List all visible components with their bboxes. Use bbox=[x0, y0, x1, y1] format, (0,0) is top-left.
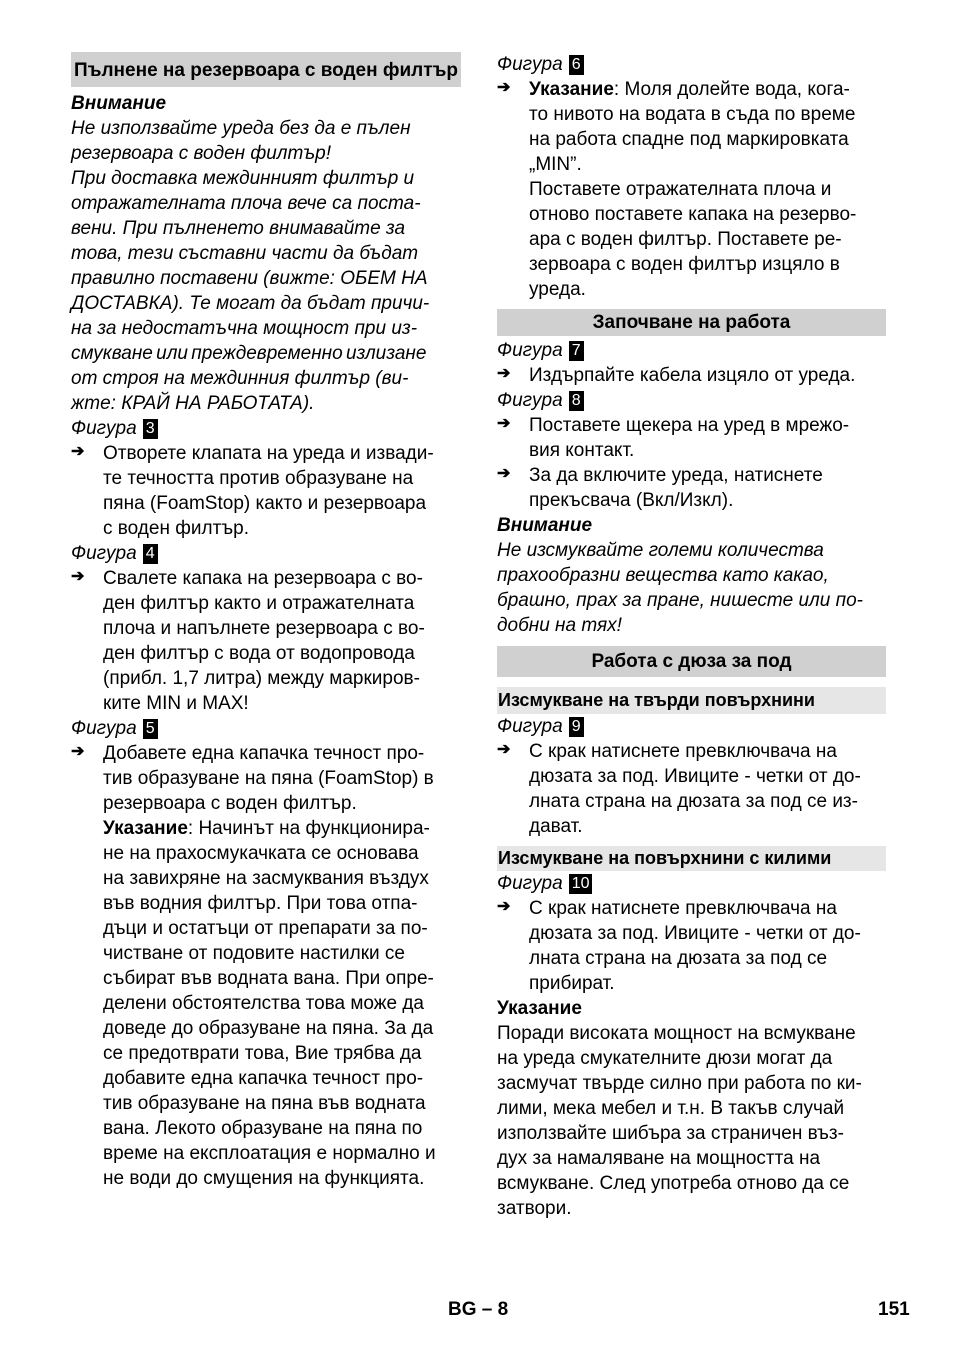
text-line: лната страна на дюзата за под се из- bbox=[529, 791, 858, 812]
attention-text bbox=[497, 538, 886, 638]
arrow-right-icon: ➔ bbox=[71, 743, 85, 760]
arrow-right-icon: ➔ bbox=[497, 365, 511, 382]
figure-label: Фигура bbox=[497, 390, 563, 411]
step-8a bbox=[497, 413, 886, 463]
arrow-right-icon: ➔ bbox=[71, 443, 85, 460]
arrow-right-icon: ➔ bbox=[497, 741, 511, 758]
heading-text: Работа с дюза за под bbox=[591, 651, 792, 672]
text-line: във водния филтър. При това отпа- bbox=[103, 893, 418, 914]
note-text bbox=[497, 1021, 886, 1221]
text-line: ара с воден филтър. Поставете ре- bbox=[529, 229, 842, 250]
text-line: прекъсвача (Вкл/Изкл). bbox=[529, 490, 734, 511]
text-line: С крак натиснете превключвача на bbox=[529, 741, 837, 762]
note-text: : Начинът на функционира- bbox=[187, 818, 430, 839]
text-line: вени. При пълненето внимавайте за bbox=[71, 218, 406, 239]
text-line: затвори. bbox=[497, 1198, 572, 1219]
text-line: на за недостатъчна мощност при из- bbox=[71, 318, 418, 339]
text-line: отражателната плоча вече са поста- bbox=[71, 193, 421, 214]
figure-ref-9 bbox=[497, 714, 886, 739]
attention-text bbox=[71, 116, 461, 416]
figure-number-7: 7 bbox=[569, 341, 584, 361]
text-line: плоча и напълнете резервоара с во- bbox=[103, 618, 425, 639]
text-line: уреда. bbox=[529, 279, 586, 300]
figure-number-6: 6 bbox=[569, 55, 584, 75]
step-9 bbox=[497, 739, 886, 839]
step-7 bbox=[497, 363, 886, 388]
text-line: Не изсмуквайте големи количества bbox=[497, 540, 824, 561]
text-line: от строя на междинния филтър (ви- bbox=[71, 368, 409, 389]
text-line: Поставете отражателната плоча и bbox=[529, 179, 832, 200]
subheading-text: Изсмукване на твърди повърхнини bbox=[498, 690, 815, 710]
text-line: засмучат твърде силно при работа по ки- bbox=[497, 1073, 862, 1094]
text-line: дюзата за под. Ивиците - четки от до- bbox=[529, 766, 861, 787]
subheading-carpets bbox=[497, 846, 886, 871]
text-line: на работа спадне под маркировката bbox=[529, 129, 849, 150]
text-line: Поставете щекера на уред в мрежо- bbox=[529, 415, 850, 436]
text-line: с воден филтър. bbox=[103, 518, 249, 539]
text-line: делени обстоятелства това може да bbox=[103, 993, 424, 1014]
heading-text: Пълнене на резервоара с воден филтър bbox=[73, 60, 458, 81]
figure-label: Фигура bbox=[497, 716, 563, 737]
arrow-right-icon: ➔ bbox=[497, 79, 511, 96]
text-line: на уреда смукателните дюзи могат да bbox=[497, 1048, 833, 1069]
text-line: то нивото на водата в съда по време bbox=[529, 104, 856, 125]
text-line: дъци и остатъци от препарати за по- bbox=[103, 918, 428, 939]
text-line: лната страна на дюзата за под се bbox=[529, 948, 828, 969]
subheading-hard-surfaces bbox=[497, 687, 886, 714]
text-line: С крак натиснете превключвача на bbox=[529, 898, 837, 919]
section-heading-filling bbox=[71, 52, 461, 87]
text-line: добни на тях! bbox=[497, 615, 622, 636]
text-line: При доставка междинният филтър и bbox=[71, 168, 415, 189]
text-line: доведе до образуване на пяна. За да bbox=[103, 1018, 434, 1039]
text-line: вана. Лекото образуване на пяна по bbox=[103, 1118, 423, 1139]
figure-label: Фигура bbox=[497, 54, 563, 75]
section-heading-start bbox=[497, 309, 886, 336]
text-line: дюзата за под. Ивиците - четки от до- bbox=[529, 923, 861, 944]
text-line: брашно, прах за пране, нишесте или по- bbox=[497, 590, 863, 611]
text-line: прахообразни вещества като какао, bbox=[497, 565, 829, 586]
text-line: (прибл. 1,7 литра) между маркиров- bbox=[103, 668, 420, 689]
step-10 bbox=[497, 896, 886, 996]
text-line: „MIN”. bbox=[529, 154, 582, 175]
text-line: всмукване. След употреба отново да се bbox=[497, 1173, 850, 1194]
heading-text: Започване на работа bbox=[592, 312, 791, 333]
left-column bbox=[71, 52, 461, 1191]
arrow-right-icon: ➔ bbox=[497, 898, 511, 915]
text-line: ДОСТАВКА). Те могат да бъдат причи- bbox=[71, 293, 430, 314]
subheading-text: Изсмукване на повърхнини с килими bbox=[498, 848, 832, 868]
text-line: това, тези съставни части да бъдат bbox=[71, 243, 419, 264]
figure-ref-4 bbox=[71, 541, 461, 566]
text-line: отново поставете капака на резерво- bbox=[529, 204, 857, 225]
text-line: се предотврати това, Вие трябва да bbox=[103, 1043, 422, 1064]
note-label: Указание bbox=[529, 79, 614, 100]
text-line: смукване или преждевременно излизане bbox=[71, 343, 427, 364]
text-line: ките MIN и MAX! bbox=[103, 693, 249, 714]
arrow-right-icon: ➔ bbox=[71, 568, 85, 585]
text-line: ден филтър както и отражателната bbox=[103, 593, 415, 614]
attention-label: Внимание bbox=[71, 93, 167, 114]
text-line: време на експлоатация е нормално и bbox=[103, 1143, 436, 1164]
text-line: на завихряне на засмуквания въздух bbox=[103, 868, 429, 889]
figure-ref-3 bbox=[71, 416, 461, 441]
figure-ref-8 bbox=[497, 388, 886, 413]
figure-ref-10 bbox=[497, 871, 886, 896]
figure-number-5: 5 bbox=[143, 719, 158, 739]
note-5 bbox=[71, 816, 461, 1191]
text-line bbox=[529, 77, 886, 102]
text-line: използвайте шибъра за страничен въз- bbox=[497, 1123, 844, 1144]
right-column bbox=[497, 52, 886, 1221]
text-line: прибират. bbox=[529, 973, 615, 994]
figure-number-10: 10 bbox=[569, 874, 593, 894]
step-6 bbox=[497, 77, 886, 302]
text-line: Издърпайте кабела изцяло от уреда. bbox=[529, 365, 856, 386]
step-8b bbox=[497, 463, 886, 513]
text-line: лими, мека мебел и т.н. В такъв случай bbox=[497, 1098, 845, 1119]
step-5 bbox=[71, 741, 461, 816]
text-line: Отворете клапата на уреда и извади- bbox=[103, 443, 434, 464]
text-line: правилно поставени (вижте: ОБЕМ НА bbox=[71, 268, 428, 289]
step-4 bbox=[71, 566, 461, 716]
text-line: дух за намаляване на мощността на bbox=[497, 1148, 821, 1169]
note-text: : Моля долейте вода, кога- bbox=[613, 79, 850, 100]
page-number: 151 bbox=[878, 1299, 910, 1320]
text-line: Свалете капака на резервоара с во- bbox=[103, 568, 423, 589]
figure-ref-5 bbox=[71, 716, 461, 741]
note-label: Указание bbox=[497, 998, 582, 1019]
text-line: не на прахосмукачката се основава bbox=[103, 843, 419, 864]
text-line: не води до смущения на функцията. bbox=[103, 1168, 425, 1189]
text-line bbox=[103, 816, 461, 841]
arrow-right-icon: ➔ bbox=[497, 415, 511, 432]
figure-label: Фигура bbox=[71, 543, 137, 564]
figure-label: Фигура bbox=[71, 418, 137, 439]
text-line: зервоара с воден филтър изцяло в bbox=[529, 254, 840, 275]
figure-ref-7 bbox=[497, 338, 886, 363]
text-line: резервоара с воден филтър! bbox=[71, 143, 331, 164]
text-line: Добавете една капачка течност про- bbox=[103, 743, 425, 764]
text-line: Не използвайте уреда без да е пълен bbox=[71, 118, 411, 139]
text-line: резервоара с воден филтър. bbox=[103, 793, 357, 814]
step-3 bbox=[71, 441, 461, 541]
text-line: дават. bbox=[529, 816, 583, 837]
figure-number-4: 4 bbox=[143, 544, 158, 564]
attention-label: Внимание bbox=[497, 515, 593, 536]
note-label: Указание bbox=[103, 818, 188, 839]
text-line: добавите една капачка течност про- bbox=[103, 1068, 424, 1089]
footer-section-label: BG – 8 bbox=[448, 1299, 509, 1320]
figure-label: Фигура bbox=[71, 718, 137, 739]
figure-label: Фигура bbox=[497, 340, 563, 361]
text-line: тив образуване на пяна (FoamStop) в bbox=[103, 768, 434, 789]
figure-number-9: 9 bbox=[569, 717, 584, 737]
text-line: пяна (FoamStop) както и резервоара bbox=[103, 493, 427, 514]
text-line: чистване от подовите настилки се bbox=[103, 943, 405, 964]
figure-number-8: 8 bbox=[569, 391, 584, 411]
text-line: жте: КРАЙ НА РАБОТАТА). bbox=[71, 393, 315, 414]
text-line: За да включите уреда, натиснете bbox=[529, 465, 823, 486]
figure-ref-6 bbox=[497, 52, 886, 77]
text-line: Поради високата мощност на всмукване bbox=[497, 1023, 856, 1044]
section-heading-floor-nozzle bbox=[497, 646, 886, 677]
text-line: ден филтър с вода от водопровода bbox=[103, 643, 415, 664]
arrow-right-icon: ➔ bbox=[497, 465, 511, 482]
figure-number-3: 3 bbox=[143, 419, 158, 439]
figure-label: Фигура bbox=[497, 873, 563, 894]
text-line: те течността против образуване на bbox=[103, 468, 414, 489]
text-line: събират във водната вана. При опре- bbox=[103, 968, 434, 989]
text-line: вия контакт. bbox=[529, 440, 635, 461]
text-line: тив образуване на пяна във водната bbox=[103, 1093, 426, 1114]
